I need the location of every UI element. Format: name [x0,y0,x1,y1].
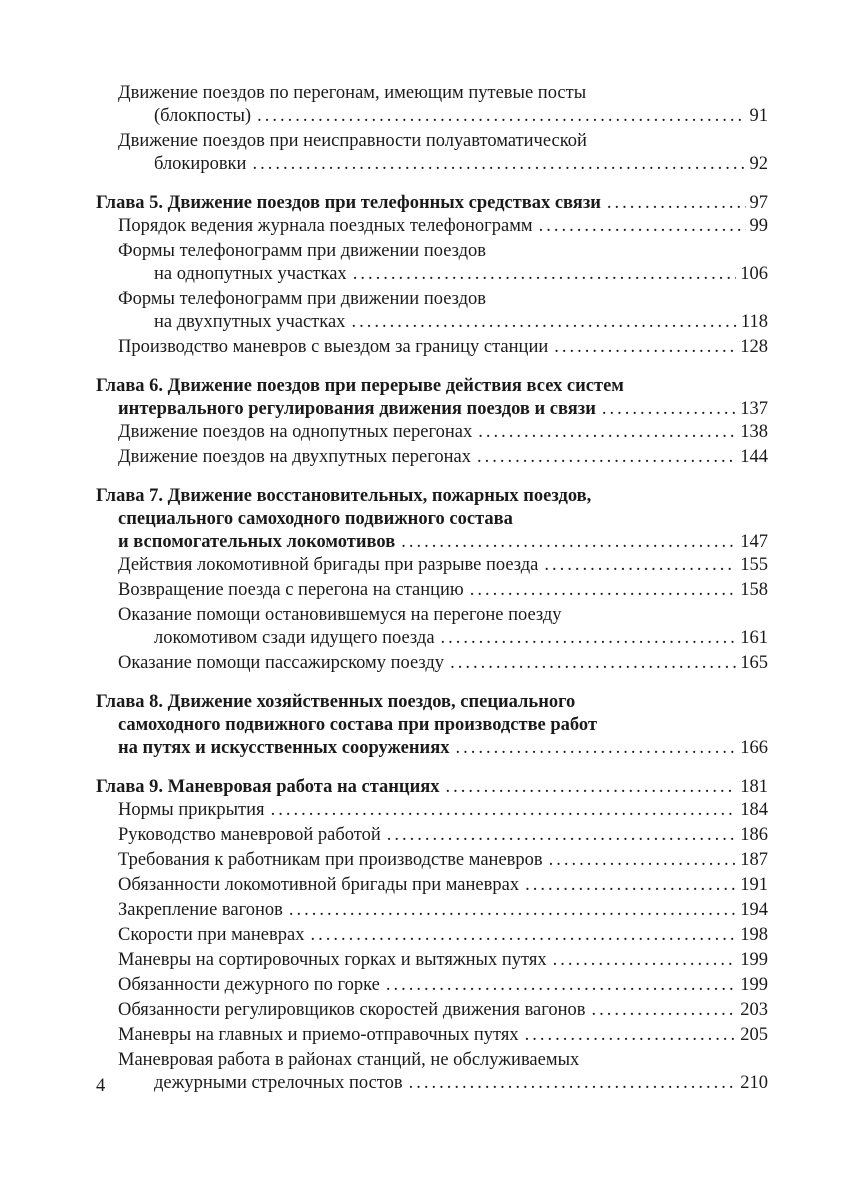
toc-page-number: 186 [740,825,768,845]
dot-leader [544,554,736,577]
toc-entry-line [118,1024,768,1047]
toc-section-entry [96,849,768,872]
toc-page-number: 205 [740,1025,768,1045]
toc-page-number: 194 [740,900,768,920]
toc-entry-title: на путях и искусственных сооружениях [118,738,450,758]
toc-entry-title: Движение поездов по перегонам, имеющим путевые посты [118,83,587,103]
dot-leader [257,105,745,128]
toc-entry-title: Глава 6. Движение поездов при перерыве действия всех систем [96,376,624,396]
toc-entry-title: Движение поездов при неисправности полуавтоматической [118,131,587,151]
toc-entry-title: Движение поездов на двухпутных перегонах [118,447,471,467]
toc-entry-line [118,999,768,1022]
toc-page-number: 144 [740,447,768,467]
toc-entry-title: интервального регулирования движения поездов и связи [118,399,596,419]
toc-entry-title: Нормы прикрытия [118,800,265,820]
toc-entry-line [96,375,768,398]
toc-entry-title: Закрепление вагонов [118,900,283,920]
toc-entry-title: на однопутных участках [154,264,347,284]
dot-leader [353,263,737,286]
toc-entry-line [118,799,768,822]
toc-entry-title: Глава 5. Движение поездов при телефонных средствах связи [96,193,601,213]
dot-leader [478,421,736,444]
toc-entry-title: Глава 7. Движение восстановительных, пожарных поездов, [96,486,592,506]
toc-entry-title: Порядок ведения журнала поездных телефонограмм [118,216,533,236]
toc-entry-line [118,263,768,286]
dot-leader [549,849,737,872]
toc-entry-line [118,924,768,947]
toc-entry-title: Возвращение поезда с перегона на станцию [118,580,464,600]
toc-section-entry [96,82,768,128]
toc-entry-title: блокировки [154,154,247,174]
toc-entry-title: Обязанности регулировщиков скоростей движения вагонов [118,1000,586,1020]
toc-entry-title: Действия локомотивной бригады при разрыве поезда [118,555,539,575]
toc-entry-title: Глава 9. Маневровая работа на станциях [96,777,440,797]
dot-leader [592,999,737,1022]
toc-entry-line [96,192,768,215]
toc-page-number: 92 [749,154,768,174]
page-number: 4 [96,1076,106,1096]
toc-page-number: 99 [749,216,768,236]
toc-entry-title: Формы телефонограмм при движении поездов [118,289,487,309]
toc-entry-title: и вспомогательных локомотивов [118,532,396,552]
toc-section-entry [96,924,768,947]
toc-page-number: 184 [740,800,768,820]
toc-page-number: 118 [740,312,768,332]
toc-entry-title: Скорости при маневрах [118,925,305,945]
toc-page-number: 187 [740,850,768,870]
toc-entry-line [118,554,768,577]
toc-entry-line [118,336,768,359]
toc-entry-line [118,824,768,847]
dot-leader [409,1072,737,1095]
toc-entry-line [118,311,768,334]
toc-page-number: 138 [740,422,768,442]
toc-entry-title: Обязанности дежурного по горке [118,975,380,995]
dot-leader [351,311,736,334]
toc-entry-line [118,105,768,128]
toc-section-entry [96,652,768,675]
toc-entry-title: Маневры на сортировочных горках и вытяжных путях [118,950,547,970]
toc-entry-line [118,949,768,972]
table-of-contents [96,82,768,1095]
toc-entry-title: дежурными стрелочных постов [154,1073,403,1093]
toc-page-number: 165 [740,653,768,673]
dot-leader [477,446,736,469]
toc-page-number: 199 [740,950,768,970]
toc-page-number: 155 [740,555,768,575]
dot-leader [450,652,736,675]
toc-section-entry [96,1024,768,1047]
toc-entry-line [118,974,768,997]
toc-entry-line [96,531,768,554]
toc-entry-line [118,899,768,922]
toc-page-number: 106 [740,264,768,284]
toc-section-entry [96,130,768,176]
dot-leader [554,336,736,359]
toc-entry-line [118,130,768,153]
toc-entry-line [118,604,768,627]
dot-leader [525,874,736,897]
toc-section-entry [96,874,768,897]
toc-entry-title: Оказание помощи пассажирскому поезду [118,653,445,673]
toc-page-number: 137 [740,399,768,419]
dot-leader [539,215,746,238]
toc-entry-line [96,485,768,508]
dot-leader [602,398,736,421]
toc-entry-title: на двухпутных участках [154,312,346,332]
toc-entry-title: Формы телефонограмм при движении поездов [118,241,487,261]
toc-entry-line [118,579,768,602]
dot-leader [387,824,737,847]
dot-leader [446,776,737,799]
toc-entry-title: (блокпосты) [154,106,252,126]
toc-section-entry [96,899,768,922]
dot-leader [525,1024,737,1047]
toc-section-entry [96,215,768,238]
toc-page-number: 97 [749,193,768,213]
toc-entry-line [96,398,768,421]
toc-page-number: 166 [740,738,768,758]
toc-entry-title: Движение поездов на однопутных перегонах [118,422,473,442]
toc-entry-line [118,446,768,469]
toc-entry-line [118,82,768,105]
toc-page-number: 181 [740,777,768,797]
toc-entry-title: локомотивом сзади идущего поезда [154,628,435,648]
toc-chapter-entry [96,485,768,554]
toc-entry-title: Оказание помощи остановившемуся на перегоне поезду [118,605,562,625]
toc-entry-line [96,714,768,737]
toc-entry-line [118,153,768,176]
toc-entry-title: Глава 8. Движение хозяйственных поездов, специального [96,692,576,712]
toc-page-number: 198 [740,925,768,945]
toc-chapter-entry [96,192,768,215]
toc-section-entry [96,288,768,334]
toc-section-entry [96,999,768,1022]
toc-chapter-entry [96,776,768,799]
toc-entry-line [118,874,768,897]
toc-entry-title: Маневровая работа в районах станций, не обслуживаемых [118,1050,580,1070]
toc-page-number: 191 [740,875,768,895]
dot-leader [310,924,736,947]
toc-chapter-entry [96,375,768,421]
toc-entry-line [118,1072,768,1095]
toc-entry-line [118,1049,768,1072]
dot-leader [441,627,737,650]
dot-leader [289,899,736,922]
toc-entry-line [96,691,768,714]
toc-page-number: 128 [740,337,768,357]
toc-section-entry [96,949,768,972]
toc-entry-line [118,849,768,872]
toc-section-entry [96,1049,768,1095]
dot-leader [470,579,737,602]
toc-section-entry [96,799,768,822]
toc-chapter-entry [96,691,768,760]
toc-entry-title: самоходного подвижного состава при производстве работ [118,715,598,735]
toc-page-number: 210 [740,1073,768,1093]
toc-entry-title: специального самоходного подвижного состава [118,509,513,529]
dot-leader [386,974,736,997]
toc-entry-title: Требования к работникам при производстве маневров [118,850,543,870]
toc-entry-line [118,421,768,444]
toc-entry-line [118,652,768,675]
toc-entry-title: Руководство маневровой работой [118,825,381,845]
toc-section-entry [96,604,768,650]
toc-entry-line [118,240,768,263]
dot-leader [607,192,746,215]
toc-entry-line [118,288,768,311]
toc-page-number: 161 [740,628,768,648]
toc-page-number: 147 [740,532,768,552]
toc-entry-title: Маневры на главных и приемо-отправочных путях [118,1025,519,1045]
toc-section-entry [96,824,768,847]
dot-leader [401,531,736,554]
toc-page-number: 91 [749,106,768,126]
toc-entry-line [118,215,768,238]
toc-entry-line [96,737,768,760]
toc-entry-line [96,508,768,531]
toc-section-entry [96,240,768,286]
toc-page-number: 158 [740,580,768,600]
dot-leader [252,153,745,176]
toc-section-entry [96,579,768,602]
toc-page-number: 199 [740,975,768,995]
toc-entry-title: Производство маневров с выездом за границу станции [118,337,549,357]
toc-entry-line [96,776,768,799]
toc-section-entry [96,421,768,444]
toc-section-entry [96,446,768,469]
dot-leader [553,949,737,972]
toc-page-number: 203 [740,1000,768,1020]
toc-section-entry [96,554,768,577]
toc-section-entry [96,336,768,359]
dot-leader [271,799,737,822]
dot-leader [455,737,736,760]
toc-section-entry [96,974,768,997]
toc-entry-title: Обязанности локомотивной бригады при маневрах [118,875,520,895]
toc-entry-line [118,627,768,650]
